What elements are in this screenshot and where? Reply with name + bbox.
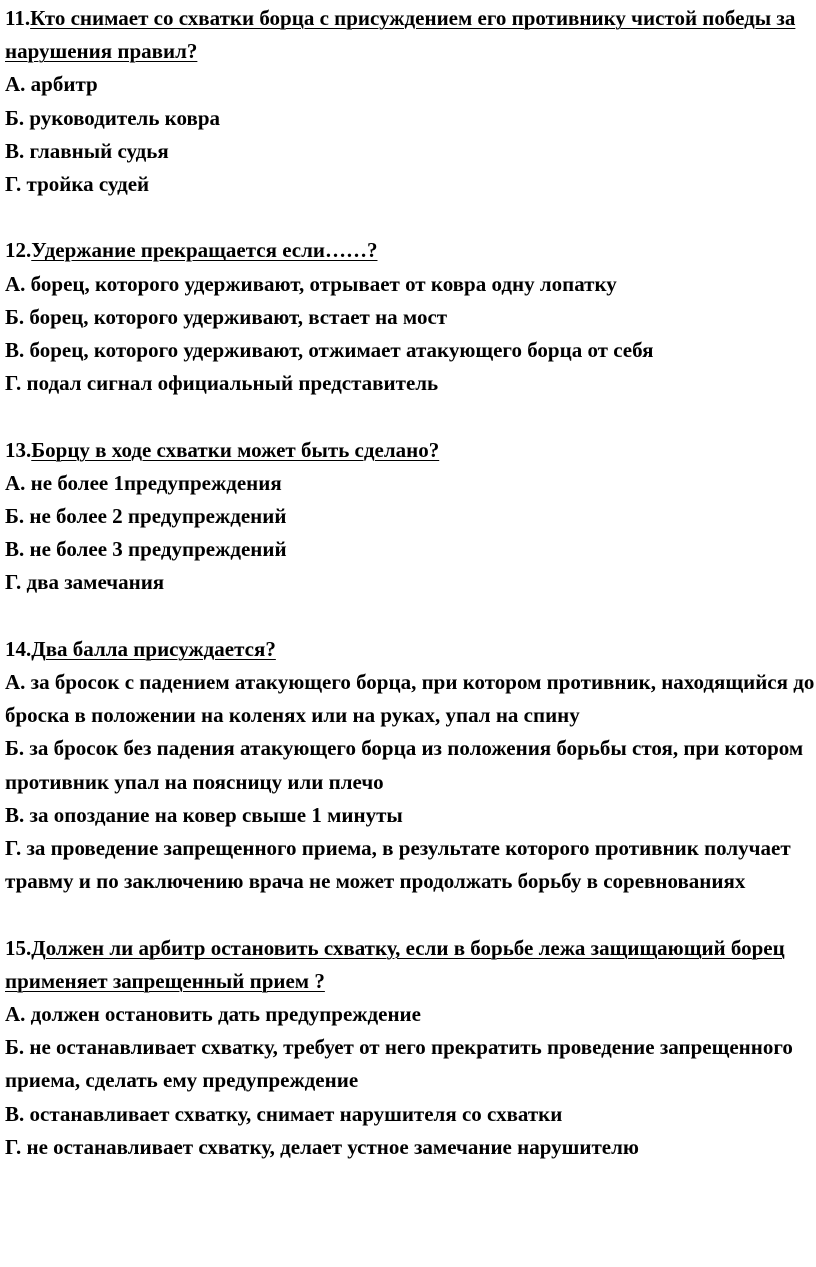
question-14 (5, 633, 816, 899)
answer-option: Г. не останавливает схватку, делает устное замечание нарушителю (5, 1134, 639, 1159)
answer-option: А. должен остановить дать предупреждение (5, 1002, 421, 1027)
answer-option: А. арбитр (5, 72, 98, 97)
question-heading (5, 932, 816, 998)
question-number: 12. (5, 238, 32, 263)
question-text: Два балла присуждается? (31, 636, 276, 661)
question-text: Кто снимает со схватки борца с присуждением его противнику чистой победы за нарушения правил? (5, 6, 796, 64)
question-heading (5, 2, 816, 68)
question-11 (5, 2, 816, 201)
question-heading (5, 434, 816, 467)
answer-option: Б. руководитель ковра (5, 105, 220, 130)
answer-option: А. не более 1предупреждения (5, 470, 282, 495)
question-15 (5, 932, 816, 1164)
question-13 (5, 434, 816, 600)
answer-option: Б. не более 2 предупреждений (5, 504, 287, 529)
answer-option: А. за бросок с падением атакующего борца, при котором противник, находящийся до броска в положении на коленях или на руках, упал на спину (5, 670, 815, 728)
question-heading (5, 633, 816, 666)
answer-option: В. борец, которого удерживают, отжимает атакующего борца от себя (5, 338, 654, 363)
question-number: 13. (5, 437, 32, 462)
question-number: 14. (5, 636, 32, 661)
answer-option: В. не более 3 предупреждений (5, 537, 287, 562)
question-text: Удержание прекращается если……? (31, 238, 378, 263)
question-heading (5, 234, 816, 267)
question-number: 15. (5, 935, 32, 960)
question-text: Борцу в ходе схватки может быть сделано? (31, 437, 440, 462)
answer-option: Г. за проведение запрещенного приема, в результате которого противник получает травму и по заключению врача не может продолжать борьбу в соревнованиях (5, 836, 791, 894)
answer-option: В. за опоздание на ковер свыше 1 минуты (5, 802, 403, 827)
answer-option: Г. тройка судей (5, 172, 150, 197)
answer-option: В. главный судья (5, 138, 169, 163)
answer-option: Б. не останавливает схватку, требует от него прекратить проведение запрещенного приема, сделать ему предупреждение (5, 1035, 793, 1093)
answer-option: Г. два замечания (5, 570, 165, 595)
answer-option: Б. борец, которого удерживают, встает на мост (5, 304, 448, 329)
answer-option: Б. за бросок без падения атакующего борца из положения борьбы стоя, при котором противник упал на поясницу или плечо (5, 736, 804, 794)
answer-option: Г. подал сигнал официальный представитель (5, 371, 439, 396)
question-text: Должен ли арбитр остановить схватку, если в борьбе лежа защищающий борец применяет запрещенный прием ? (5, 935, 785, 993)
answer-option: В. останавливает схватку, снимает нарушителя со схватки (5, 1101, 563, 1126)
answer-option: А. борец, которого удерживают, отрывает от ковра одну лопатку (5, 271, 617, 296)
question-number: 11. (5, 6, 31, 30)
question-12 (5, 234, 816, 400)
